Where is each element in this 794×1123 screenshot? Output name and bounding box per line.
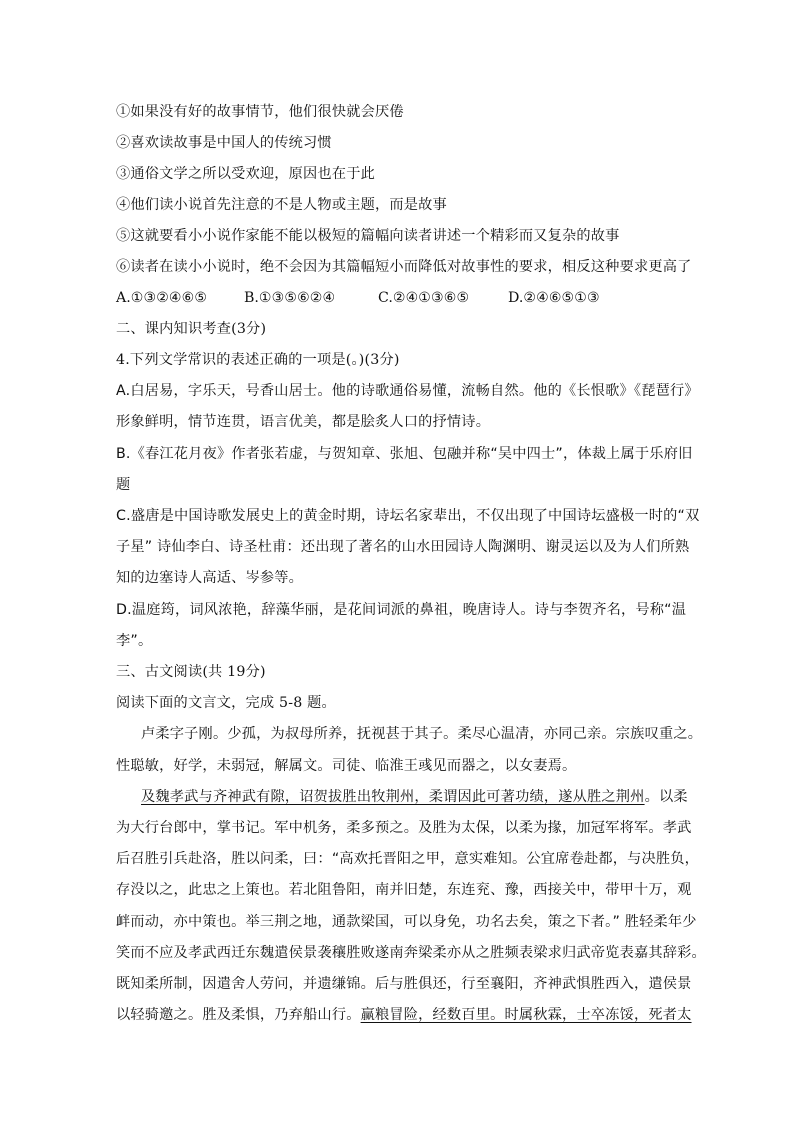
q3-option-b: B.①③⑤⑥②④	[244, 290, 336, 306]
passage-text: 以轻骑邀之。胜及柔惧，乃弃船山行。	[116, 1007, 361, 1023]
q4-option-c-line1: C.盛唐是中国诗歌发展史上的黄金时期，诗坛名家辈出，不仅出现了中国诗坛盛极一时的“双	[116, 508, 700, 524]
q3-option-a: A.①③②④⑥⑤	[116, 290, 208, 306]
passage-para2-line2: 为大行台郎中，掌书记。军中机务，柔多预之。及胜为太保，以柔为掾，加冠军将军。孝武	[116, 820, 692, 836]
q4-option-d-line2: 李”。	[116, 633, 153, 649]
q3-item-2: ②喜欢读故事是中国人的传统习惯	[116, 135, 332, 151]
q3-item-5: ⑤这就要看小小说作家能不能以极短的篇幅向读者讲述一个精彩而又复杂的故事	[116, 228, 620, 244]
underlined-sentence-2: 赢粮冒险，经数百里。时属秋霖，士卒冻馁，死者太	[360, 1007, 692, 1023]
q4-option-b-line1: B.《春江花月夜》作者张若虚，与贺知章、张旭、包融并称“吴中四士”，体裁上属于乐府旧	[116, 446, 693, 462]
passage-text: 。以柔	[644, 789, 688, 805]
section3-instruction: 阅读下面的文言文，完成 5-8 题。	[116, 695, 336, 711]
passage-para2-line4: 存没以之，此忠之上策也。若北阻鲁阳，南并旧楚，东连兖、豫，西接关中，带甲十万，观	[116, 882, 692, 898]
q4-question: 4.下列文学常识的表述正确的一项是(。)(3分)	[116, 352, 400, 368]
q4-option-b-line2: 题	[116, 477, 131, 493]
q3-option-c: C.②④①③⑥⑤	[378, 290, 470, 306]
passage-para2-line7: 既知柔所制，因遣舍人劳问，并遗缣锦。后与胜俱还，行至襄阳，齐神武惧胜西入，遣侯景	[116, 976, 692, 992]
passage-para2-line3: 后召胜引兵赴洛，胜以问柔，曰：“高欢托晋阳之甲，意实难知。公宜席卷赴都，与决胜负，	[116, 851, 700, 867]
q3-item-3: ③通俗文学之所以受欢迎，原因也在于此	[116, 166, 375, 182]
q3-item-4: ④他们读小说首先注意的不是人物或主题，而是故事	[116, 197, 447, 213]
passage-para1-line2: 性聪敏，好学，未弱冠，解属文。司徒、临淮王彧见而器之，以女妻焉。	[116, 758, 577, 774]
q3-option-d: D.②④⑥⑤①③	[508, 290, 600, 306]
section2-heading: 二、课内知识考查(3分)	[116, 321, 267, 337]
passage-para2-line5: 衅而动，亦中策也。举三荆之地，通款梁国，可以身免，功名去矣，策之下者。” 胜轻柔年少	[116, 914, 697, 930]
passage-para2-line6: 笑而不应及孝武西迁东魏遣侯景袭穰胜败遂南奔梁柔亦从之胜频表梁求归武帝览表嘉其辞彩。	[116, 945, 706, 961]
passage-para2-line8	[116, 1005, 692, 1025]
underlined-sentence-1: 及魏孝武与齐神武有隙，诏贺拔胜出牧荆州，柔谓因此可著功绩，遂从胜之荆州	[141, 789, 645, 805]
q4-option-a-line2: 形象鲜明，情节连贯，语言优美，都是脍炙人口的抒情诗。	[116, 414, 491, 430]
q4-option-c-line3: 知的边塞诗人高适、岑参等。	[116, 570, 304, 586]
q3-item-6: ⑥读者在读小小说时，绝不会因为其篇幅短小而降低对故事性的要求，相反这种要求更高了	[116, 259, 692, 275]
q4-option-a-line1: A.白居易，字乐天，号香山居士。他的诗歌通俗易懂，流畅自然。他的《长恨歌》《琵琶行》	[116, 383, 699, 399]
passage-para2-line1	[141, 787, 688, 807]
q3-item-1: ①如果没有好的故事情节，他们很快就会厌倦	[116, 104, 404, 120]
passage-para1-line1: 卢柔字子刚。少孤，为叔母所养，抚视甚于其子。柔尽心温凊，亦同己亲。宗族叹重之。	[141, 726, 703, 742]
q4-option-c-line2: 子星” 诗仙李白、诗圣杜甫：还出现了著名的山水田园诗人陶渊明、谢灵运以及为人们所熟	[116, 539, 690, 555]
section3-heading: 三、古文阅读(共 19分)	[116, 664, 266, 680]
q3-answer-options	[116, 288, 676, 308]
q4-option-d-line1: D.温庭筠，词风浓艳，辞藻华丽，是花间词派的鼻祖，晚唐诗人。诗与李贺齐名，号称“温	[116, 602, 687, 618]
